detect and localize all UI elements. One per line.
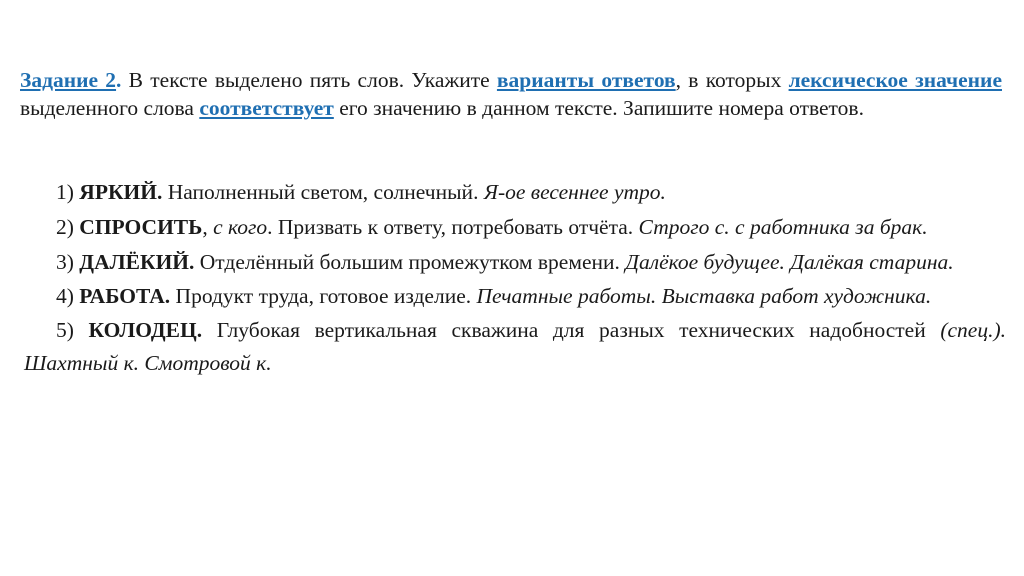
option-grammar-note: с кого	[213, 215, 268, 239]
option-example: Я-ое весеннее утро.	[483, 180, 666, 204]
option-definition: Наполненный светом, солнечный.	[162, 180, 484, 204]
task-text-4: его значению в данном тексте. Запишите номера ответов.	[333, 95, 864, 120]
option-grammar-separator: ,	[202, 215, 214, 239]
option-number: 1)	[56, 180, 80, 204]
task-label[interactable]: Задание 2	[20, 67, 117, 92]
answer-option-5	[24, 314, 1006, 380]
option-number: 4)	[56, 284, 80, 308]
option-word: РАБОТА.	[79, 284, 171, 308]
option-definition: Отделённый большим промежутком времени.	[194, 250, 626, 274]
option-number: 5)	[56, 318, 89, 342]
answer-option-1	[24, 176, 1006, 209]
option-word: КОЛОДЕЦ.	[88, 318, 203, 342]
option-example: Печатные работы. Выставка работ художника.	[476, 284, 932, 308]
task-label-dot: .	[116, 67, 122, 92]
option-example: Строго с. с работника за брак.	[638, 215, 928, 239]
option-definition: Глубокая вертикальная скважина для разных технических надобностей	[202, 318, 941, 342]
option-word: СПРОСИТЬ	[79, 215, 203, 239]
answer-options-list	[24, 176, 1006, 382]
option-number: 2)	[56, 215, 80, 239]
answer-option-3	[24, 246, 1006, 279]
answer-option-2	[24, 211, 1006, 244]
option-word: ДАЛЁКИЙ.	[79, 250, 195, 274]
option-definition: . Призвать к ответу, потребовать отчёта.	[267, 215, 639, 239]
option-number: 3)	[56, 250, 80, 274]
task-instruction	[20, 66, 1002, 122]
link-lexical-meaning[interactable]: лексическое значение	[788, 67, 1002, 92]
task-text-1: В тексте выделено пять слов. Укажите	[121, 67, 497, 92]
link-answer-options[interactable]: варианты ответов	[496, 67, 676, 92]
task-text-2: , в которых	[675, 67, 789, 92]
option-example: Далёкое будущее. Далёкая старина.	[625, 250, 954, 274]
task-text-3: выделенного слова	[20, 95, 200, 120]
link-corresponds[interactable]: соответствует	[199, 95, 334, 120]
option-example: (спец.). Шахтный к. Смотровой к.	[24, 318, 1006, 375]
option-word: ЯРКИЙ.	[79, 180, 163, 204]
answer-option-4	[24, 281, 1006, 312]
option-definition: Продукт труда, готовое изделие.	[170, 284, 477, 308]
